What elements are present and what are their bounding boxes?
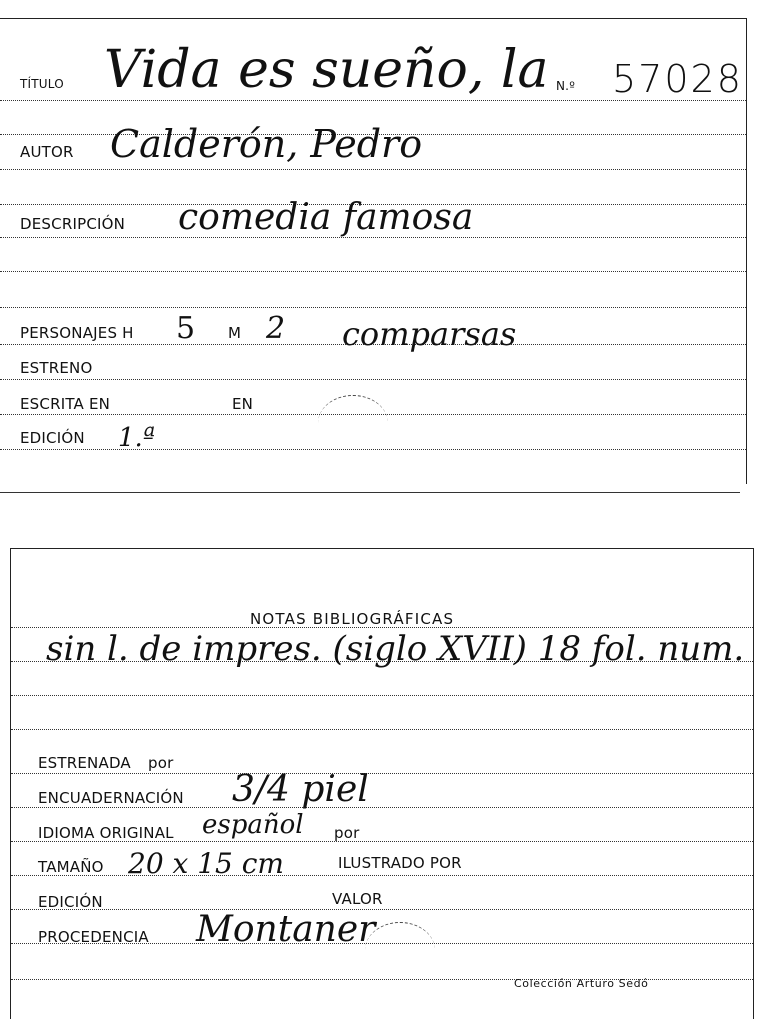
estreno-label: ESTRENO [20,359,93,377]
idioma-label: IDIOMA ORIGINAL [38,824,174,842]
stamp-mark [318,395,388,451]
autor-label: AUTOR [20,143,74,161]
ruled-line [0,379,746,380]
encuadernacion-label: ENCUADERNACIÓN [38,789,184,807]
procedencia-value: Montaner [196,909,376,950]
ruled-line [0,307,746,308]
ruled-line [11,773,753,774]
estrenada-label: ESTRENADA [38,754,131,772]
edicion-label: EDICIÓN [20,429,85,447]
ilustrado-label: ILUSTRADO POR [338,854,462,872]
titulo-value: Vida es sueño, la [104,40,549,100]
personajes-label: PERSONAJES H [20,324,134,342]
ruled-line [0,169,746,170]
personajes-extra: comparsas [342,315,517,353]
personajes-m-value: 2 [266,311,286,346]
ruled-line [11,807,753,808]
ruled-line [11,875,753,876]
numero-label: N.º [556,79,576,93]
ruled-line [11,909,753,910]
idioma-value: español [202,810,304,840]
stamp-mark [365,922,435,978]
edicion-bottom-label: EDICIÓN [38,893,103,911]
valor-label: VALOR [332,890,383,908]
tamano-value: 20 x 15 cm [128,847,284,880]
escrita-en-label: ESCRITA EN [20,395,111,413]
numero-value: 57028 [612,57,743,101]
autor-value: Calderón, Pedro [110,122,423,166]
idioma-por: por [334,824,360,842]
en-label: EN [232,395,254,413]
notas-value: sin l. de impres. (siglo XVII) 18 fol. num. [46,629,745,669]
titulo-label: TÍTULO [20,77,64,91]
ruled-line [11,695,753,696]
notas-title: NOTAS BIBLIOGRÁFICAS [250,610,455,628]
ruled-line [0,449,746,450]
tamano-label: TAMAÑO [38,858,104,876]
ruled-line [11,729,753,730]
descripcion-label: DESCRIPCIÓN [20,215,126,233]
ruled-line [0,271,746,272]
descripcion-value: comedia famosa [178,197,474,238]
personajes-h-value: 5 [176,311,196,346]
coleccion-label: Colección Arturo Sedó [514,977,649,990]
card-edge [0,492,740,493]
edicion-value: 1.ª [118,423,156,453]
procedencia-label: PROCEDENCIA [38,928,149,946]
estrenada-por: por [148,754,174,772]
personajes-m-label: M [228,324,242,342]
encuadernacion-value: 3/4 piel [232,769,369,810]
